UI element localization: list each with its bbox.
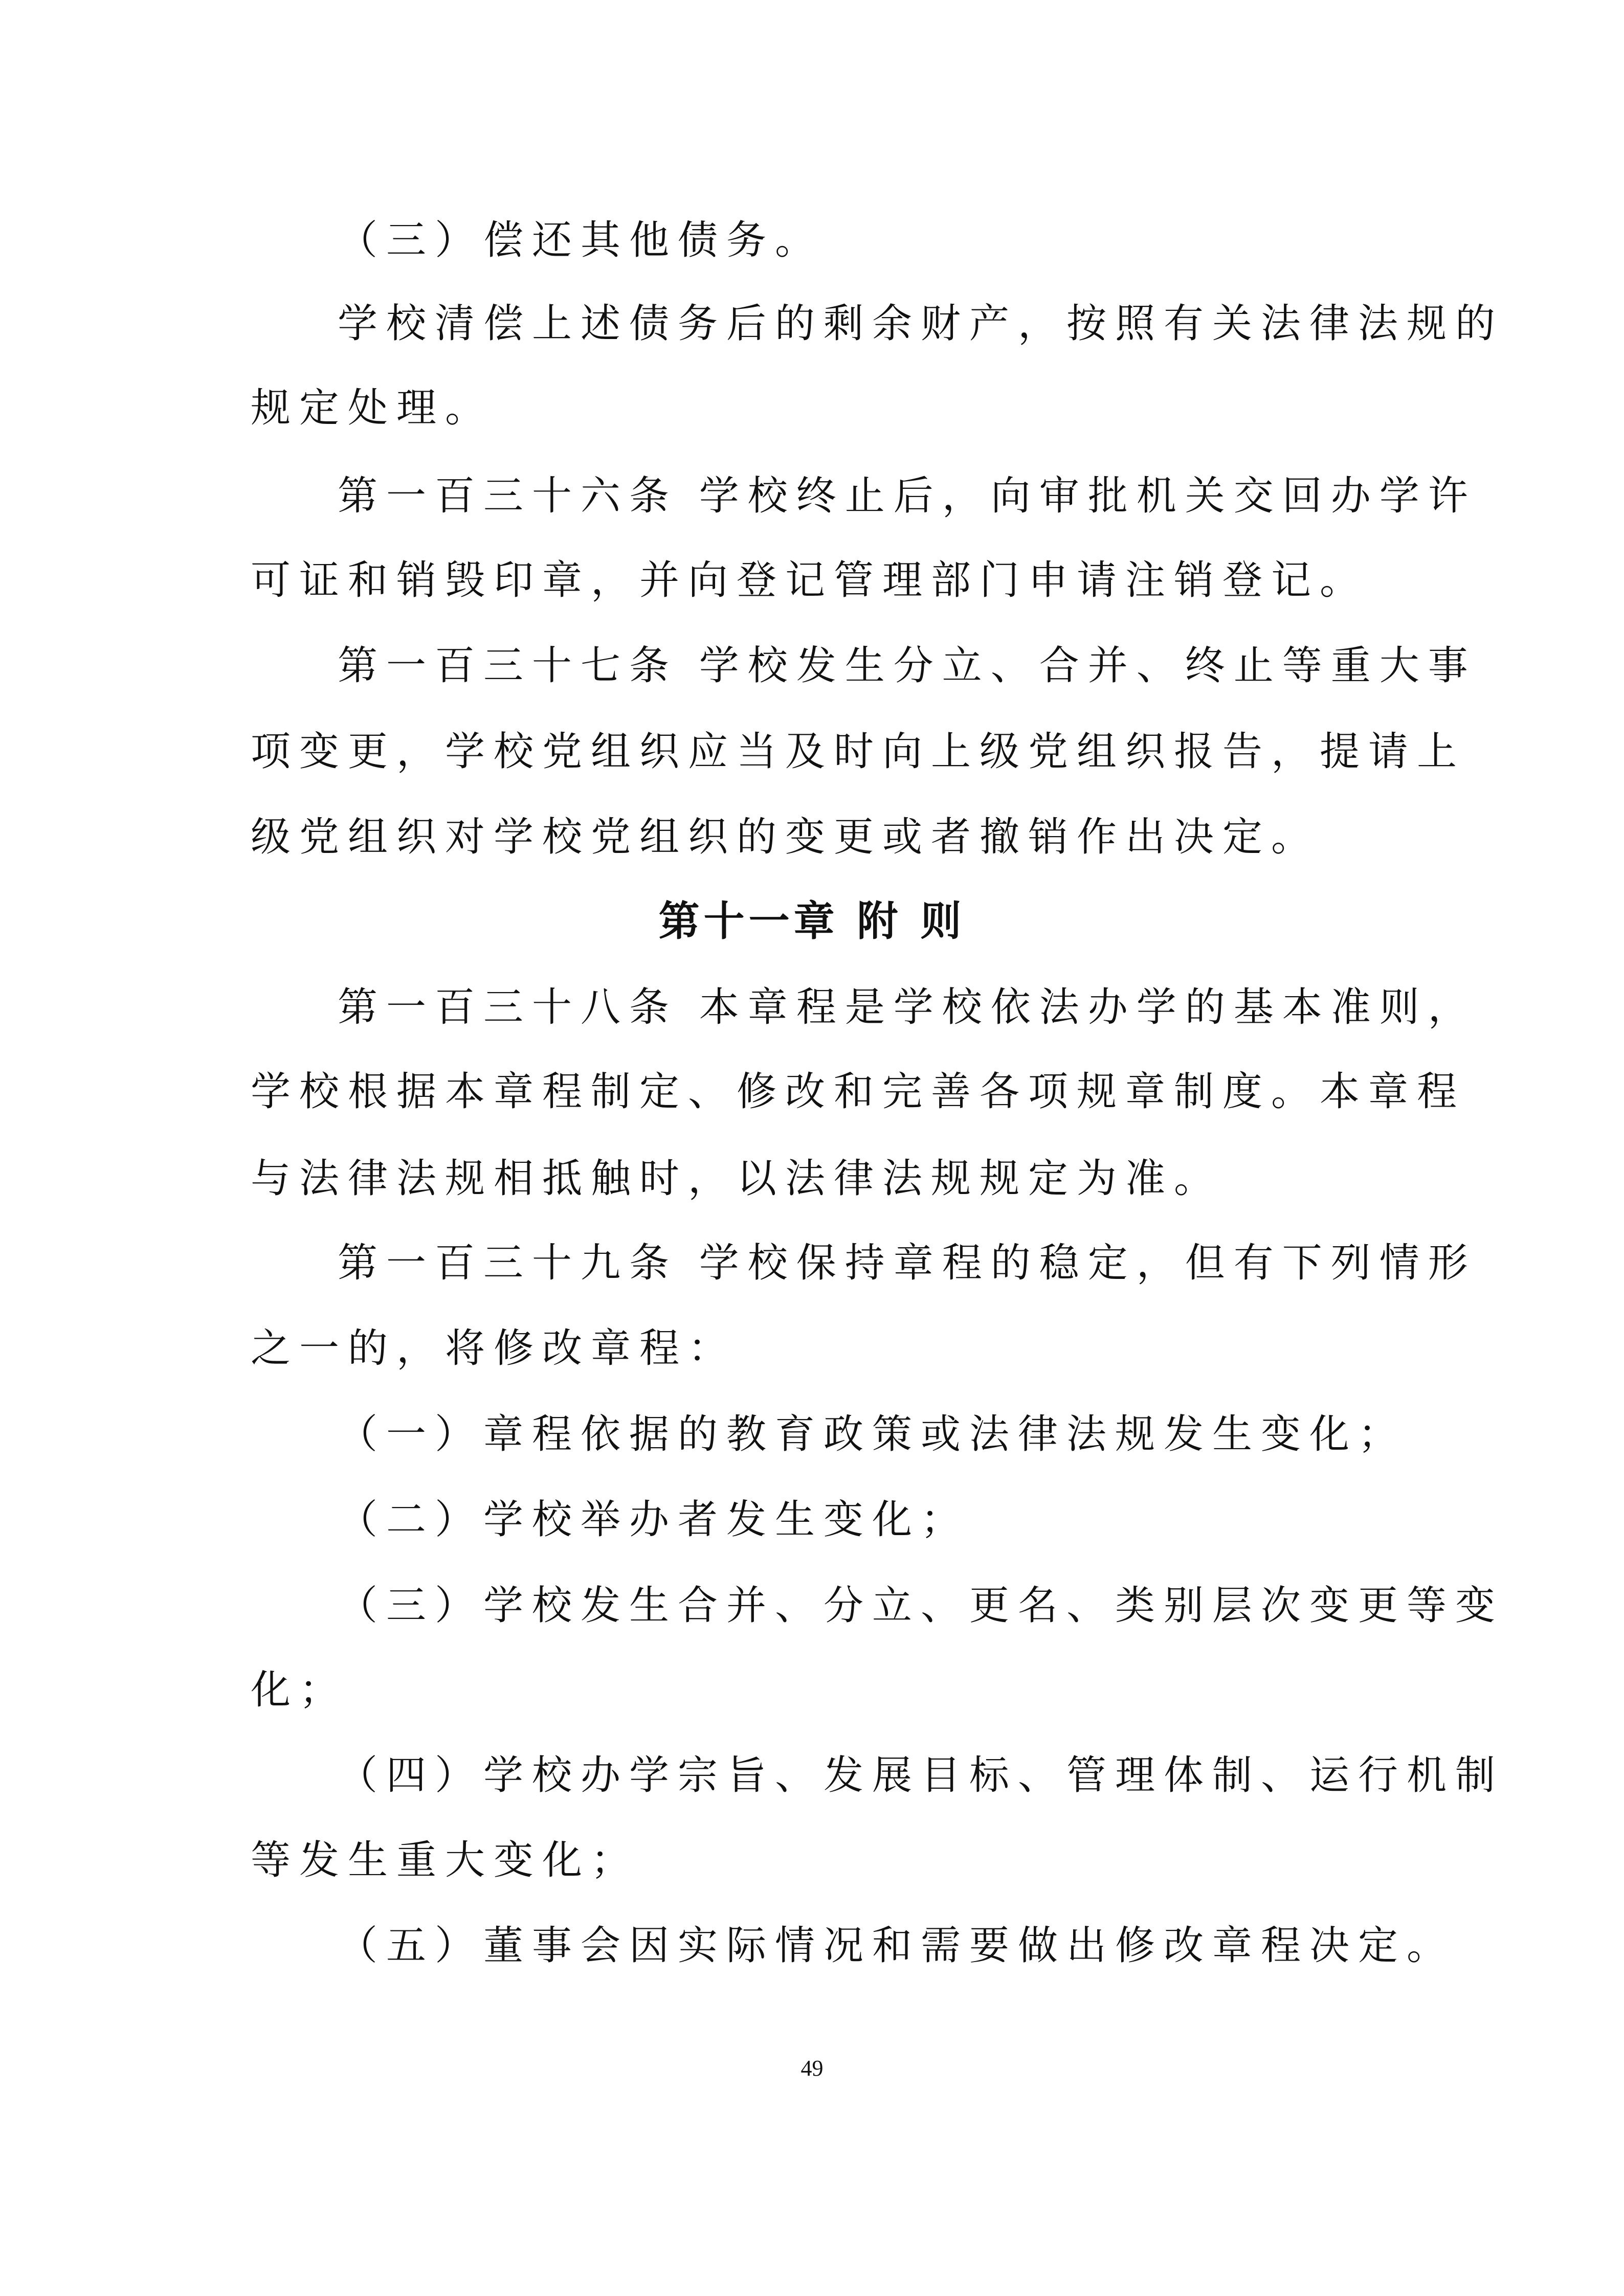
- text-line: 第一百三十九条 学校保持章程的稳定，但有下列情形: [338, 1240, 1477, 1286]
- text-line: 与法律法规相抵触时，以法律法规规定为准。: [251, 1156, 1223, 1202]
- text-line: 等发生重大变化；: [251, 1837, 640, 1883]
- text-line: （三）偿还其他债务。: [338, 217, 824, 263]
- page-number: 49: [800, 2056, 824, 2081]
- text-line: 级党组织对学校党组织的变更或者撤销作出决定。: [251, 814, 1320, 860]
- text-line: 规定处理。: [251, 385, 494, 431]
- text-line: （四）学校办学宗旨、发展目标、管理体制、运行机制: [338, 1752, 1504, 1798]
- text-line: （五）董事会因实际情况和需要做出修改章程决定。: [338, 1923, 1456, 1969]
- text-line: （二）学校举办者发生变化；: [338, 1497, 970, 1543]
- text-line: 第一百三十七条 学校发生分立、合并、终止等重大事: [338, 643, 1477, 689]
- text-line: 可证和销毁印章，并向登记管理部门申请注销登记。: [251, 557, 1369, 603]
- text-line: 学校根据本章程制定、修改和完善各项规章制度。本章程: [251, 1069, 1466, 1115]
- text-line: 第一百三十八条 本章程是学校依法办学的基本准则，: [338, 984, 1477, 1030]
- text-line: 之一的，将修改章程：: [251, 1325, 737, 1371]
- text-line: 学校清偿上述债务后的剩余财产，按照有关法律法规的: [338, 301, 1504, 347]
- text-line: 化；: [251, 1667, 348, 1713]
- chapter-heading: 第十一章 附 则: [658, 897, 966, 945]
- text-line: 项变更，学校党组织应当及时向上级党组织报告，提请上: [251, 729, 1466, 775]
- text-line: 第一百三十六条 学校终止后，向审批机关交回办学许: [338, 473, 1477, 519]
- text-line: （一）章程依据的教育政策或法律法规发生变化；: [338, 1411, 1407, 1457]
- text-line: （三）学校发生合并、分立、更名、类别层次变更等变: [338, 1583, 1504, 1629]
